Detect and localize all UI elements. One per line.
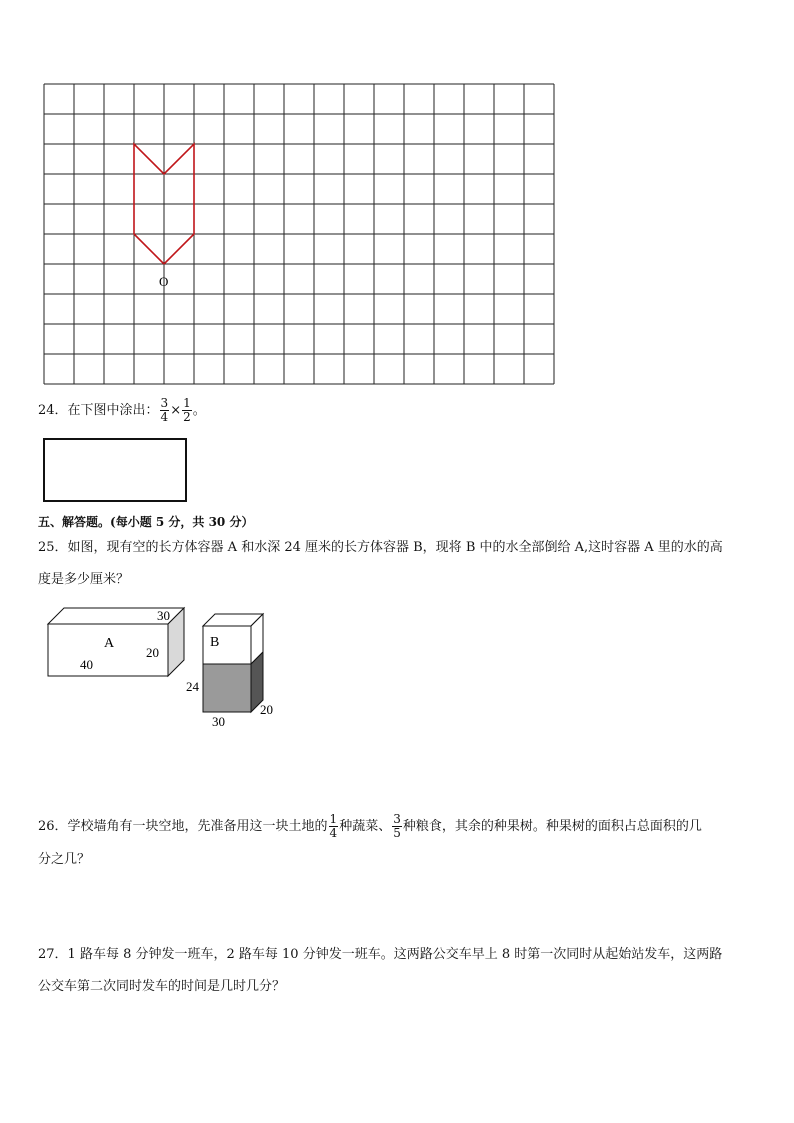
box-b-water-depth: 24 xyxy=(186,679,199,694)
box-a-length: 40 xyxy=(80,657,93,672)
q24-prefix: 24．在下图中涂出： xyxy=(38,403,159,418)
question-25-line-1: 25．如图，现有空的长方体容器 A 和水深 24 厘米的长方体容器 B，现将 B 中的水全部倒给 A,这时容器 A 里的水的高 xyxy=(38,540,723,555)
box-a-height: 30 xyxy=(157,608,170,623)
box-b-width: 20 xyxy=(260,702,273,717)
grid-lines xyxy=(44,84,554,384)
question-27-line-1: 27．1 路车每 8 分钟发一班车，2 路车每 10 分钟发一班车。这两路公交车早上 8 时第一次同时从起始站发车，这两路 xyxy=(38,947,723,962)
section-5-heading: 五、解答题。 xyxy=(38,515,111,529)
q26-middle: 种蔬菜、 xyxy=(339,819,392,834)
grid-figure xyxy=(40,80,562,388)
question-24 xyxy=(38,397,206,424)
question-25-line-2: 度是多少厘米？ xyxy=(38,572,130,587)
section-5-title xyxy=(38,512,253,532)
q24-fraction-2: $\frac{1}{2}$ xyxy=(183,396,191,424)
box-a-label: A xyxy=(104,636,115,651)
q26-fraction-1: $\frac{1}{4}$ xyxy=(329,812,338,840)
box-b-label: B xyxy=(210,635,220,650)
box-b-figure xyxy=(184,606,280,730)
q24-times: × xyxy=(170,403,182,418)
box-a-figure xyxy=(44,604,194,682)
section-5-note: (每小题 5 分，共 30 分） xyxy=(110,515,254,529)
q24-fraction-1: $\frac{3}{4}$ xyxy=(160,396,169,424)
question-27-line-2: 公交车第二次同时发车的时间是几时几分？ xyxy=(38,979,286,994)
q26-fraction-2: $\frac{3}{5}$ xyxy=(393,812,401,840)
box-a-width: 20 xyxy=(146,645,159,660)
shading-rectangle[interactable] xyxy=(43,438,187,502)
q26-suffix: 种粮食，其余的种果树。种果树的面积占总面积的几 xyxy=(402,819,702,834)
box-b-length: 30 xyxy=(212,714,225,729)
q26-prefix: 26．学校墙角有一块空地，先准备用这一块土地的 xyxy=(38,819,328,834)
question-26-line-2: 分之几？ xyxy=(38,852,91,867)
q24-suffix: 。 xyxy=(192,403,206,418)
point-o-label: O xyxy=(159,274,169,289)
question-26-line-1 xyxy=(38,813,702,840)
